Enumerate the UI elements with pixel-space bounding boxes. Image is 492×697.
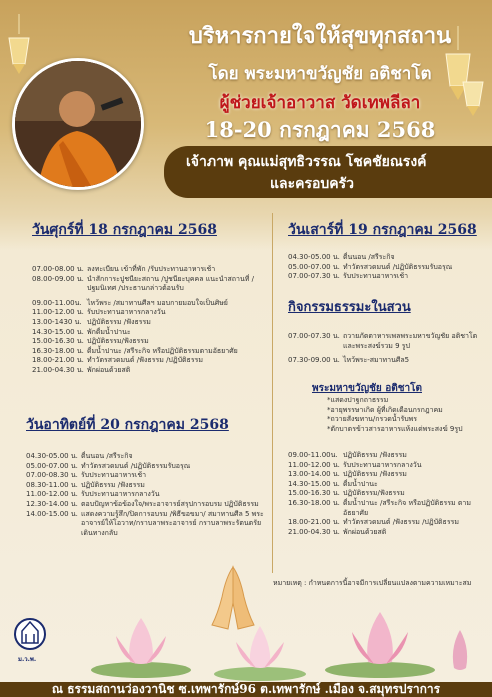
schedule-row	[26, 481, 270, 491]
monk-activity-item: *แสดงปาฐกถาธรรม	[327, 396, 389, 404]
poster-title: บริหารกายใจให้สุขทุกสถาน	[188, 23, 452, 49]
garden-schedule	[288, 332, 484, 366]
schedule-activity: นำสักการะปูชนียะสถาน /ปูชนียะบุคคล แนะนำสถานที่ /ปฐมนิเทศ /ประธานกล่าวต้อนรับ	[87, 274, 254, 293]
schedule-time: 09.00-11.00น.	[288, 451, 338, 459]
schedule-time: 07.00-07.30 น.	[288, 272, 340, 281]
schedule-row	[32, 366, 268, 376]
schedule-activity: ทำวัตรสวดมนต์ /ฟังธรรม /ปฏิบัติธรรม	[343, 518, 459, 527]
schedule-time: 12.30-14.00 น.	[26, 499, 78, 508]
schedule-row	[32, 356, 268, 366]
schedule-row	[288, 461, 484, 471]
schedule-row	[26, 462, 270, 472]
schedule-row	[32, 308, 268, 318]
schedule-row	[288, 451, 484, 461]
schedule-time: 13.00-14.00 น.	[288, 470, 340, 479]
lantern-left-icon	[4, 14, 34, 78]
monk-activities	[327, 396, 463, 434]
schedule-time: 15.00-16.30 น.	[288, 489, 340, 498]
schedule-activity: ตื่นนอน /สรีระกิจ	[343, 253, 395, 261]
schedule-row	[288, 518, 484, 528]
schedule-activity: ดื่มน้ำปานะ /สรีระกิจ หรือปฏิบัติธรรม ตามอัธยาศัย	[343, 498, 471, 517]
schedule-time: 08.00-09.00 น.	[32, 274, 84, 283]
saturday-schedule	[288, 253, 484, 282]
schedule-activity: ตื่นนอน /สรีระกิจ	[81, 452, 133, 460]
schedule-time: 21.00-04.30 น.	[32, 365, 84, 374]
speaker-role: ผู้ช่วยเจ้าอาวาส วัดเทพลีลา	[219, 93, 421, 113]
schedule-activity: รับประทานอาหารกลางวัน	[87, 308, 166, 317]
schedule-row	[26, 452, 270, 462]
schedule-activity: ดื่มน้ำปานะ /สรีระกิจ หรือปฏิบัติธรรมตามอัธยาศัย	[87, 346, 238, 355]
schedule-activity: ไหว้พระ-สมาทานศีล5	[343, 356, 410, 365]
lotus-edge-icon	[432, 620, 488, 680]
lotus-center-icon	[210, 612, 310, 682]
schedule-row	[288, 489, 484, 499]
schedule-row	[288, 499, 484, 518]
schedule-time: 04.30-05.00 น.	[288, 253, 340, 261]
schedule-row	[288, 480, 484, 490]
schedule-row	[32, 347, 268, 357]
schedule-row	[288, 356, 484, 366]
schedule-activity: ดื่มน้ำปานะ	[343, 479, 378, 488]
monk-activity-item: *ตักบาตรข้าวสารอาหารแห้งแด่พระสงฆ์ 9รูป	[327, 424, 463, 433]
schedule-time: 15.00-16.30 น.	[32, 337, 84, 346]
schedule-time: 07.30-09.00 น.	[288, 356, 340, 365]
monk-activity-item: *ถวายสังฆทาน/กรวดน้ำรับพร	[327, 415, 418, 424]
schedule-time: 04.30-05.00 น.	[26, 452, 78, 460]
schedule-activity: ทำวัตรสวดมนต์ /ปฏิบัติธรรมรับอรุณ	[343, 262, 453, 271]
schedule-row	[32, 299, 268, 309]
schedule-activity: ปฏิบัติธรรม/ฟังธรรม	[343, 489, 405, 498]
schedule-activity: แสดงความรู้สึก/ปิดการอบรม /พิธีขอขมา/ สมาทานศีล 5 พระอาจารย์ให้โอวาท/กราบลาพระอาจารย์ กราบลาพระรัตนตรัย เดินทางกลับ	[81, 509, 264, 537]
schedule-time: 05.00-07.00 น.	[288, 262, 340, 271]
schedule-activity: ทำวัตรสวดมนต์ /ฟังธรรม /ปฏิบัติธรรม	[87, 356, 203, 365]
schedule-time: 18.00-21.00 น.	[288, 518, 340, 527]
schedule-time: 08.30-11.00 น.	[26, 480, 78, 489]
schedule-row	[288, 272, 484, 282]
saturday-afternoon-schedule	[288, 451, 484, 537]
schedule-time: 05.00-07.00 น.	[26, 461, 78, 470]
schedule-activity: ถวายภัตตาหารเพลพระมหาขวัญชัย อติชาโต และพระสงฆ์รวม 9 รูป	[343, 332, 478, 350]
schedule-activity: ไหว้พระ /สมาทานศีลฯ มอบกายมอบใจเป็นศิษย์	[87, 298, 228, 307]
host-line-2: และครอบครัว	[270, 176, 355, 192]
host-banner	[164, 146, 492, 198]
schedule-activity: พักผ่อนด้วยสติ	[343, 527, 387, 536]
schedule-row	[32, 275, 268, 294]
schedule-time: 14.00-15.00 น.	[26, 509, 78, 518]
monk-activity-item: *อายุพรรษาเกิด ผู้ที่เกิดเดือนกรกฎาคม	[327, 405, 443, 414]
schedule-row	[288, 332, 484, 351]
lotus-left-icon	[86, 600, 196, 680]
schedule-activity: พักดื่มน้ำปานะ	[87, 327, 131, 336]
column-divider	[272, 213, 273, 573]
schedule-activity: รับประทานอาหารเช้า	[81, 471, 147, 480]
friday-heading: วันศุกร์ที่ 18 กรกฎาคม 2568	[32, 222, 217, 238]
schedule-time: 09.00-11.00น.	[32, 298, 82, 307]
host-line-1: เจ้าภาพ คุณแม่สุทธิวรรณ โชคชัยณรงค์	[186, 154, 427, 170]
speaker-name: โดย พระมหาขวัญชัย อติชาโต	[208, 64, 432, 84]
schedule-time: 14.30-15.00 น.	[288, 479, 340, 488]
schedule-activity: ลงทะเบียน เข้าที่พัก /รับประทานอาหารเช้า	[87, 265, 216, 273]
schedule-row	[32, 328, 268, 338]
event-date: 18-20 กรกฎาคม 2568	[204, 117, 436, 142]
schedule-activity: ปฏิบัติธรรม /ฟังธรรม	[81, 480, 145, 489]
sunday-schedule	[26, 452, 270, 538]
schedule-activity: ปฏิบัติธรรม /ฟังธรรม	[87, 317, 151, 326]
garden-heading: กิจกรรมธรรมะในสวน	[288, 300, 411, 315]
schedule-time: 11.00-12.00 น.	[32, 308, 84, 317]
lotus-right-icon	[320, 596, 440, 680]
schedule-activity: ปฏิบัติธรรม /ฟังธรรม	[343, 470, 407, 479]
schedule-row	[288, 470, 484, 480]
monk-name-heading: พระมหาขวัญชัย อติชาโต	[312, 383, 422, 394]
schedule-time: 14.30-15.00 น.	[32, 327, 84, 336]
friday-schedule	[32, 265, 268, 376]
logo-label: ม.ว.พ.	[18, 656, 37, 663]
schedule-activity: พักผ่อนด้วยสติ	[87, 365, 131, 374]
schedule-row	[32, 318, 268, 328]
schedule-time: 11.00-12.00 น.	[26, 490, 78, 499]
schedule-time: 16.30-18.00 น.	[32, 346, 84, 355]
schedule-activity: ตอบปัญหาข้อข้องใจ/พระอาจารย์สรุปการอบรม ปฏิบัติธรรม	[81, 499, 259, 508]
schedule-activity: รับประทานอาหารเช้า	[343, 272, 409, 281]
schedule-row	[288, 253, 484, 263]
schedule-time: 21.00-04.30 น.	[288, 527, 340, 536]
schedule-time: 07.00-08.30 น.	[26, 471, 78, 480]
schedule-row	[26, 500, 270, 510]
sunday-heading: วันอาทิตย์ที่ 20 กรกฎาคม 2568	[26, 417, 229, 433]
schedule-time: 16.30-18.00 น.	[288, 498, 340, 507]
schedule-activity: ทำวัตรสวดมนต์ /ปฏิบัติธรรมรับอรุณ	[81, 461, 191, 470]
schedule-row	[26, 471, 270, 481]
schedule-row	[288, 528, 484, 538]
schedule-time: 07.00-07.30 น.	[288, 332, 340, 340]
schedule-time: 18.00-21.00 น.	[32, 356, 84, 365]
schedule-row	[288, 263, 484, 273]
schedule-activity: ปฏิบัติธรรม /ฟังธรรม	[343, 451, 407, 459]
schedule-row	[26, 490, 270, 500]
schedule-row	[32, 265, 268, 275]
remark-note: หมายเหตุ : กำหนดการนี้อาจมีการเปลี่ยนแปลงตามความเหมาะสม	[273, 579, 472, 587]
schedule-activity: รับประทานอาหารกลางวัน	[81, 490, 160, 499]
temple-logo-icon	[14, 617, 46, 653]
monk-photo	[12, 58, 144, 190]
schedule-row	[32, 337, 268, 347]
schedule-row	[26, 510, 270, 539]
saturday-heading: วันเสาร์ที่ 19 กรกฎาคม 2568	[288, 222, 477, 238]
schedule-time: 11.00-12.00 น.	[288, 460, 340, 469]
schedule-time: 07.00-08.00 น.	[32, 265, 84, 273]
schedule-activity: ปฏิบัติธรรม/ฟังธรรม	[87, 337, 149, 346]
schedule-time: 13.00-1430 น.	[32, 317, 82, 326]
venue-footer: ณ ธรรมสถานว่องวานิช ซ.เทพารักษ์96 ต.เทพารักษ์ .เมือง จ.สมุทรปราการ	[0, 682, 492, 697]
schedule-activity: รับประทานอาหารกลางวัน	[343, 460, 422, 469]
